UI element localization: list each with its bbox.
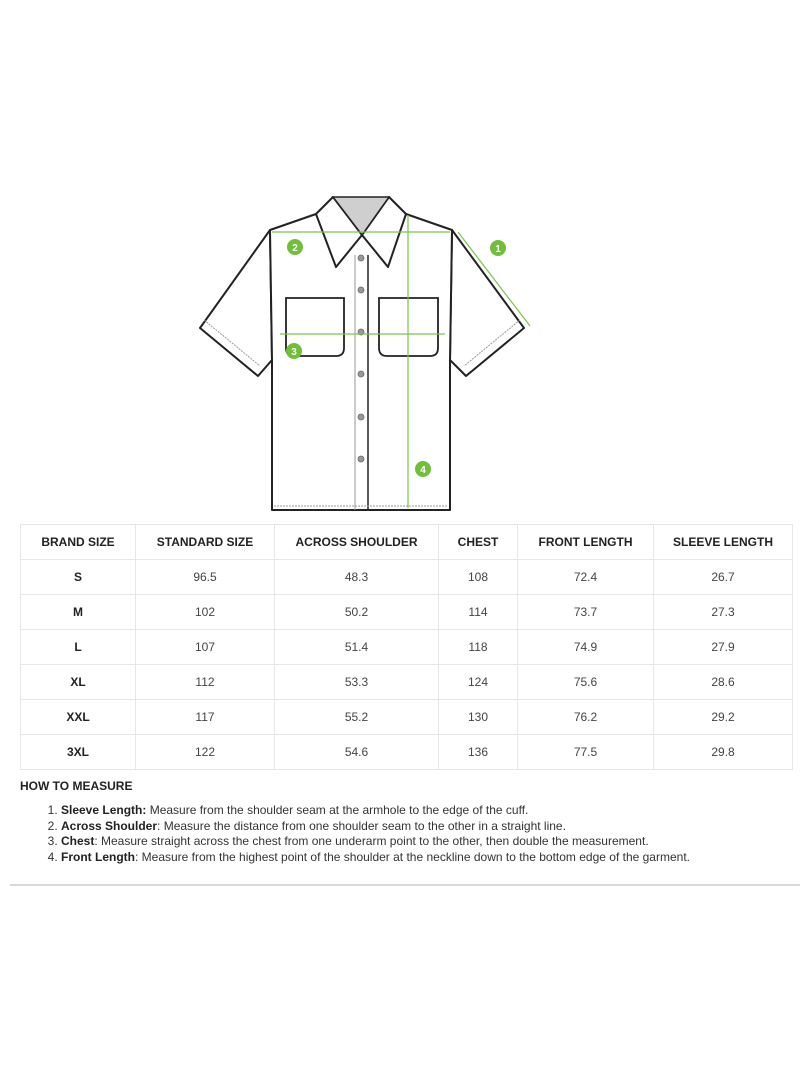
cell-across-shoulder: 51.4	[275, 630, 439, 665]
cell-front-length: 73.7	[518, 595, 654, 630]
cell-brand-size: XL	[21, 665, 136, 700]
cell-sleeve-length: 28.6	[654, 665, 793, 700]
how-to-measure-title: HOW TO MEASURE	[20, 779, 133, 793]
table-row	[21, 560, 793, 595]
cell-chest: 124	[439, 665, 518, 700]
cell-across-shoulder: 55.2	[275, 700, 439, 735]
instruction-text: Measure from the shoulder seam at the armhole to the edge of the cuff.	[146, 803, 529, 817]
size-chart-table	[20, 524, 793, 770]
cell-front-length: 72.4	[518, 560, 654, 595]
svg-text:3: 3	[291, 347, 297, 358]
shirt-measurement-diagram	[190, 180, 540, 520]
cell-chest: 118	[439, 630, 518, 665]
table-row	[21, 595, 793, 630]
list-item	[61, 819, 790, 835]
list-item	[61, 803, 790, 819]
cell-brand-size: M	[21, 595, 136, 630]
table-row	[21, 630, 793, 665]
instruction-text: : Measure from the highest point of the shoulder at the neckline down to the bottom edge of the garment.	[134, 849, 690, 864]
cell-across-shoulder: 50.2	[275, 595, 439, 630]
cell-brand-size: XXL	[21, 700, 136, 735]
cell-chest: 114	[439, 595, 518, 630]
cell-standard-size: 102	[136, 595, 275, 630]
cell-across-shoulder: 48.3	[275, 560, 439, 595]
list-item	[61, 850, 790, 866]
cell-sleeve-length: 27.9	[654, 630, 793, 665]
cell-front-length: 77.5	[518, 735, 654, 770]
cell-sleeve-length: 29.8	[654, 735, 793, 770]
header-sleeve-length: SLEEVE LENGTH	[654, 525, 793, 560]
list-item	[61, 834, 790, 850]
how-to-measure-list	[20, 803, 790, 865]
cell-sleeve-length: 27.3	[654, 595, 793, 630]
cell-standard-size: 107	[136, 630, 275, 665]
cell-front-length: 74.9	[518, 630, 654, 665]
cell-chest: 130	[439, 700, 518, 735]
table-row	[21, 700, 793, 735]
cell-across-shoulder: 54.6	[275, 735, 439, 770]
instruction-text: : Measure the distance from one shoulder seam to the other in a straight line.	[157, 818, 566, 833]
header-front-length: FRONT LENGTH	[518, 525, 654, 560]
cell-sleeve-length: 26.7	[654, 560, 793, 595]
term-across-shoulder: Across Shoulder	[61, 818, 158, 833]
cell-brand-size: S	[21, 560, 136, 595]
cell-standard-size: 122	[136, 735, 275, 770]
svg-text:2: 2	[292, 243, 298, 254]
header-across-shoulder: ACROSS SHOULDER	[275, 525, 439, 560]
cell-standard-size: 112	[136, 665, 275, 700]
cell-chest: 108	[439, 560, 518, 595]
instruction-text: : Measure straight across the chest from one underarm point to the other, then double the measurement.	[94, 834, 649, 848]
svg-text:1: 1	[495, 244, 501, 255]
cell-front-length: 75.6	[518, 665, 654, 700]
header-chest: CHEST	[439, 525, 518, 560]
cell-chest: 136	[439, 735, 518, 770]
table-header-row	[21, 525, 793, 560]
shirt-illustration	[190, 180, 540, 520]
header-standard-size: STANDARD SIZE	[136, 525, 275, 560]
svg-text:4: 4	[420, 465, 426, 476]
header-brand-size: BRAND SIZE	[21, 525, 136, 560]
cell-sleeve-length: 29.2	[654, 700, 793, 735]
term-sleeve-length: Sleeve Length:	[61, 803, 147, 817]
cell-brand-size: 3XL	[21, 735, 136, 770]
term-front-length: Front Length	[61, 849, 135, 864]
how-to-measure-section	[20, 779, 790, 865]
table-row	[21, 735, 793, 770]
term-chest: Chest	[61, 834, 95, 848]
cell-brand-size: L	[21, 630, 136, 665]
cell-front-length: 76.2	[518, 700, 654, 735]
cell-standard-size: 117	[136, 700, 275, 735]
cell-across-shoulder: 53.3	[275, 665, 439, 700]
table-row	[21, 665, 793, 700]
cell-standard-size: 96.5	[136, 560, 275, 595]
divider	[10, 884, 800, 886]
